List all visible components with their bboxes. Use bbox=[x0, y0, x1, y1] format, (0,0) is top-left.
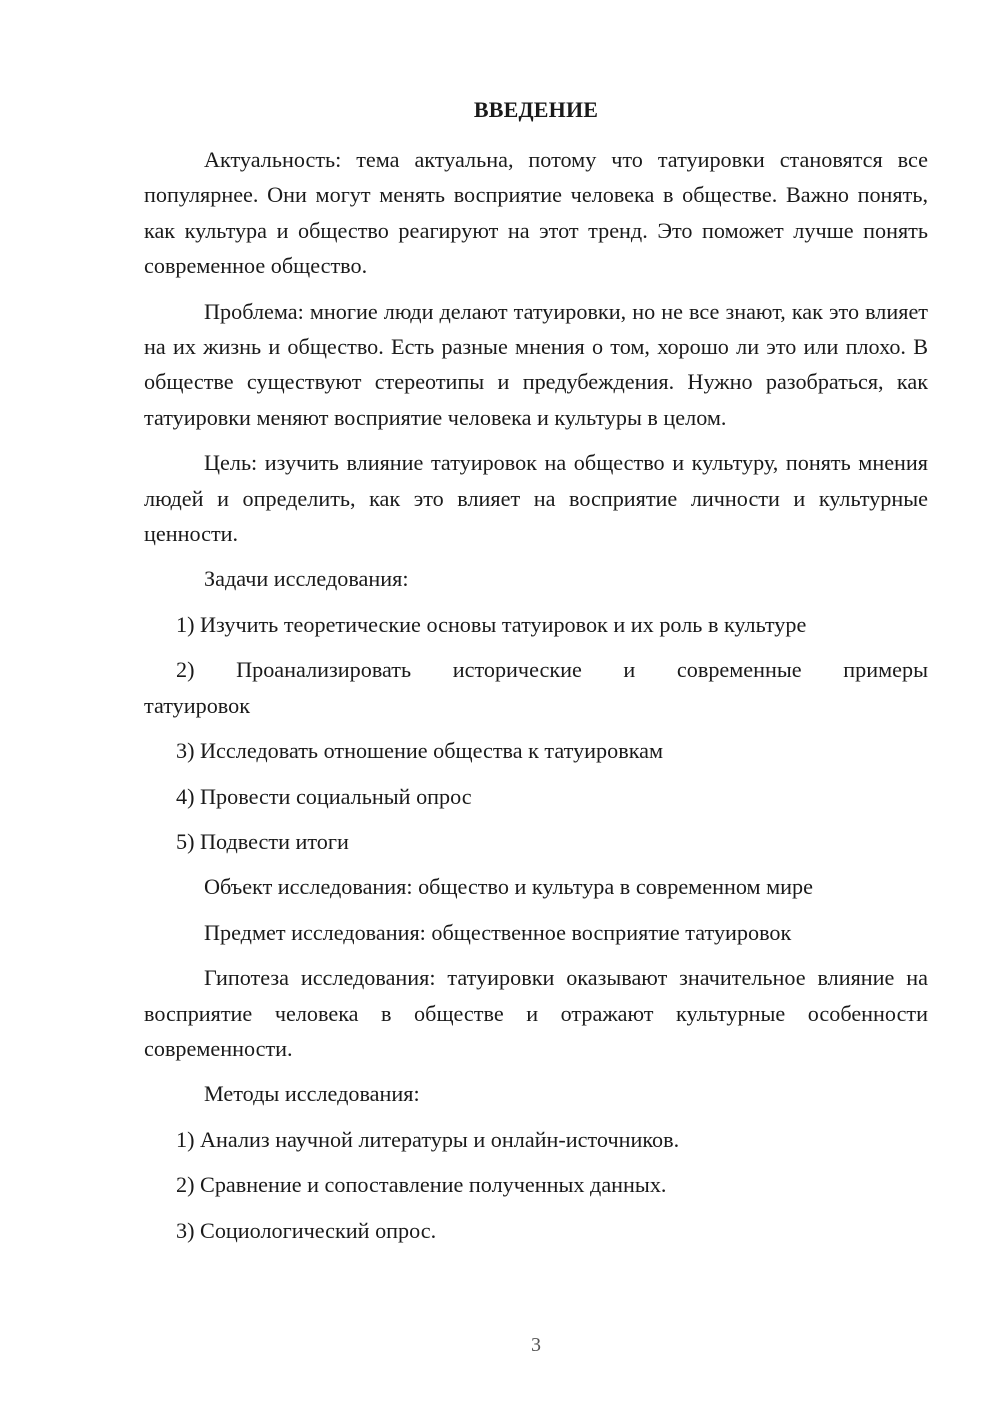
paragraph-problem: Проблема: многие люди делают татуировки, но не все знают, как это влияет на их жизнь и общество. Есть разные мнения о том, хорошо ли это или плохо. В обществе существуют стереотипы и предубеждения. Нужно разобраться, как татуировки меняют восприятие человека и культуры в целом. bbox=[144, 298, 928, 430]
method-item-1: 1) Анализ научной литературы и онлайн-источников. bbox=[176, 1126, 680, 1152]
paragraph-hypothesis: Гипотеза исследования: татуировки оказывают значительное влияние на восприятие человека в обществе и отражают культурные особенности современности. bbox=[144, 965, 928, 1061]
paragraph-goal: Цель: изучить влияние татуировок на общество и культуру, понять мнения людей и определить, как это влияет на восприятие личности и культурные ценности. bbox=[144, 450, 928, 547]
page-title: ВВЕДЕНИЕ bbox=[473, 97, 599, 122]
paragraph-object: Объект исследования: общество и культура в современном мире bbox=[204, 874, 813, 900]
task-item-3: 3) Исследовать отношение общества к татуировкам bbox=[176, 738, 664, 764]
paragraph-subject: Предмет исследования: общественное восприятие татуировок bbox=[204, 919, 792, 945]
tasks-heading: Задачи исследования: bbox=[204, 566, 409, 592]
methods-heading: Методы исследования: bbox=[204, 1081, 420, 1107]
task-item-4: 4) Провести социальный опрос bbox=[176, 783, 472, 809]
method-item-2: 2) Сравнение и сопоставление полученных данных. bbox=[176, 1172, 667, 1198]
page-number: 3 bbox=[531, 1334, 541, 1356]
document-body bbox=[144, 142, 928, 1248]
task-item-2-line: 2) Проанализировать исторические и современные примеры bbox=[176, 657, 928, 683]
paragraph-relevance: Актуальность: тема актуальна, потому что татуировки становятся все популярнее. Они могут менять восприятие человека в обществе. Важно понять, как культура и общество реагируют на этот тренд. Это поможет лучше понять современное общество. bbox=[144, 147, 928, 279]
task-item-5: 5) Подвести итоги bbox=[176, 828, 349, 854]
task-item-2 bbox=[144, 652, 928, 723]
method-item-3: 3) Социологический опрос. bbox=[176, 1217, 437, 1243]
task-item-2-continuation: татуировок bbox=[144, 692, 250, 718]
task-item-1: 1) Изучить теоретические основы татуировок и их роль в культуре bbox=[176, 611, 807, 637]
